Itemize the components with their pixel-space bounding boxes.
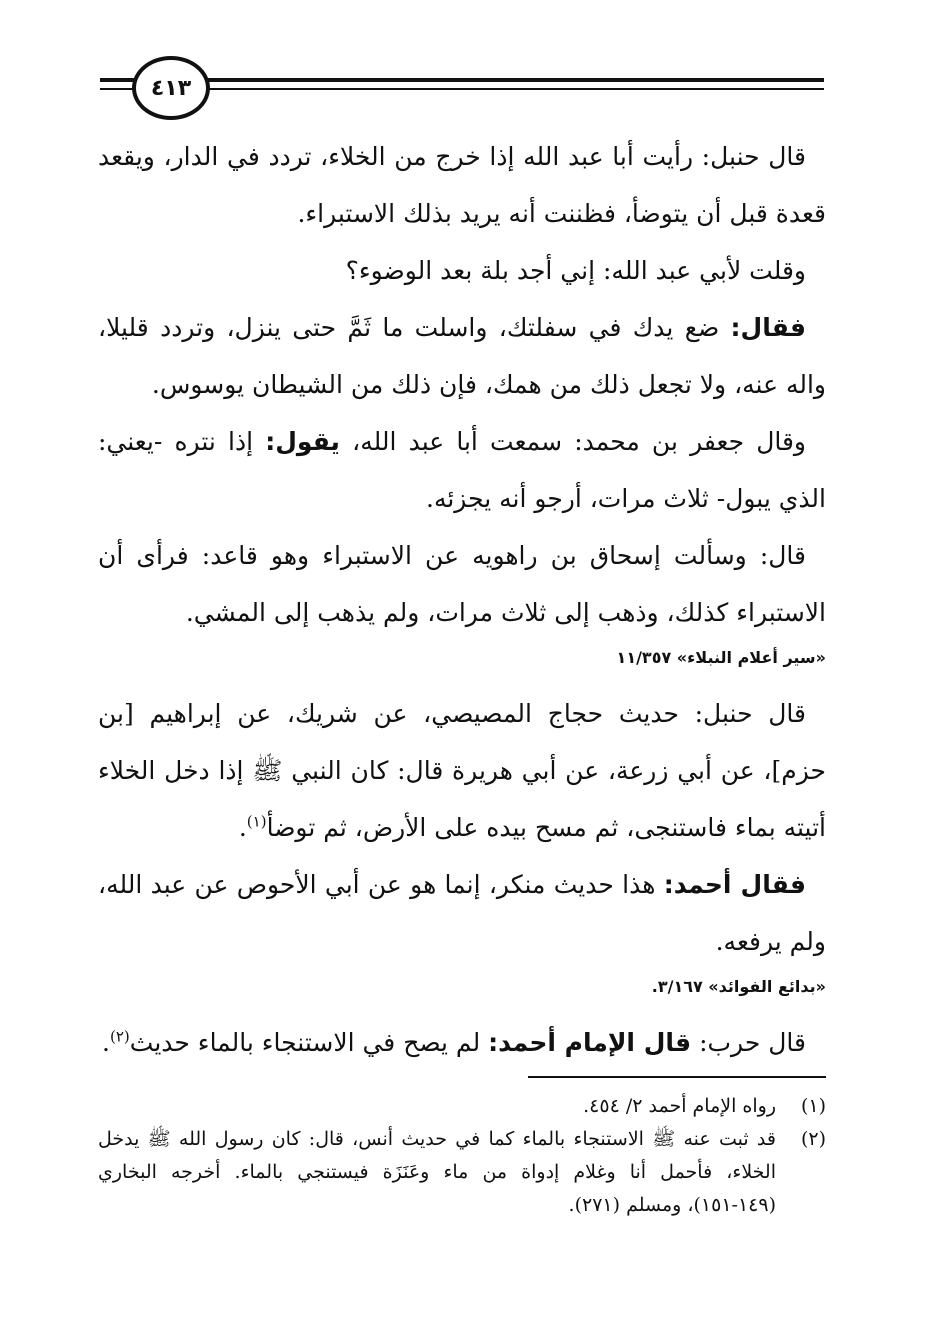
paragraph-text: قال حنبل: حديث حجاج المصيصي، عن شريك، عن إبراهيم [بن حزم]، عن أبي زرعة، عن أبي هريرة قال: كان النبي ﷺ إذا دخل الخلاء أتيته بماء فاستنجى، ثم مسح بيده على الأرض، ثم توضأ (98, 699, 826, 842)
footnote-separator (528, 1076, 826, 1078)
footnote-text: رواه الإمام أحمد ٢/ ٤٥٤. (583, 1095, 776, 1117)
paragraph (98, 128, 826, 242)
main-text (98, 128, 826, 1071)
footnote (98, 1123, 826, 1222)
footnotes (98, 1090, 826, 1222)
paragraph (98, 527, 826, 641)
speaker-label: قال الإمام أحمد: (488, 1028, 692, 1057)
paragraph-text: إذا نتره -يعني: الذي يبول- ثلاث مرات، أرجو أنه يجزئه. (98, 427, 826, 513)
paragraph-end: . (102, 1028, 110, 1057)
paragraph-end: . (238, 813, 247, 842)
paragraph-text: قال حنبل: رأيت أبا عبد الله إذا خرج من الخلاء، تردد في الدار، ويقعد قعدة قبل أن يتوضأ، فظننت أنه يريد بذلك الاستبراء. (98, 142, 826, 228)
paragraph-text: لم يصح في الاستنجاء بالماء حديث (129, 1028, 489, 1057)
footnote-number: (١) (800, 1095, 826, 1117)
page-header (100, 56, 824, 116)
paragraph (98, 242, 826, 299)
speaker-label: فقال: (730, 313, 806, 342)
paragraph (98, 856, 826, 970)
source-citation: «سير أعلام النبلاء» ١١/٣٥٧ (616, 648, 826, 667)
paragraph-text: قال حرب: (691, 1028, 806, 1057)
speaker-label: فقال أحمد: (663, 870, 806, 899)
paragraph (98, 413, 826, 527)
footnote-number: (٢) (800, 1128, 826, 1150)
source-citation: «بدائع الفوائد» ٣/١٦٧. (651, 977, 826, 996)
paragraph-text: ضع يدك في سفلتك، واسلت ما ثَمَّ حتى ينزل، وتردد قليلا، واله عنه، ولا تجعل ذلك من همك، فإن ذلك من الشيطان يوسوس. (98, 313, 826, 399)
footnote-text: قد ثبت عنه ﷺ الاستنجاء بالماء كما في حديث أنس، قال: كان رسول الله ﷺ يدخل الخلاء، فأحمل أنا وغلام إدواة من ماء وعَنَزَة فيستنجي بالماء. أخرجه البخاري (١٤٩-١٥١)، ومسلم (٢٧١). (98, 1128, 776, 1216)
paragraph (98, 299, 826, 413)
paragraph-text: وقلت لأبي عبد الله: إني أجد بلة بعد الوضوء؟ (345, 256, 806, 285)
paragraph-text: وقال جعفر بن محمد: سمعت أبا عبد الله، (339, 427, 807, 456)
footnote (98, 1090, 826, 1123)
footnote-ref[interactable]: (١) (246, 812, 267, 831)
speaker-label: يقول: (265, 427, 340, 456)
footnote-ref[interactable]: (٢) (110, 1027, 130, 1046)
paragraph-text: قال: وسألت إسحاق بن راهويه عن الاستبراء وهو قاعد: فرأى أن الاستبراء كذلك، وذهب إلى ثلاث مرات، ولم يذهب إلى المشي. (98, 541, 826, 627)
page-number-badge (132, 56, 210, 120)
page-number: ٤١٣ (150, 75, 192, 101)
paragraph (98, 1014, 826, 1071)
paragraph (98, 685, 826, 856)
paragraph-text: هذا حديث منكر، إنما هو عن أبي الأحوص عن عبد الله، ولم يرفعه. (98, 870, 826, 956)
